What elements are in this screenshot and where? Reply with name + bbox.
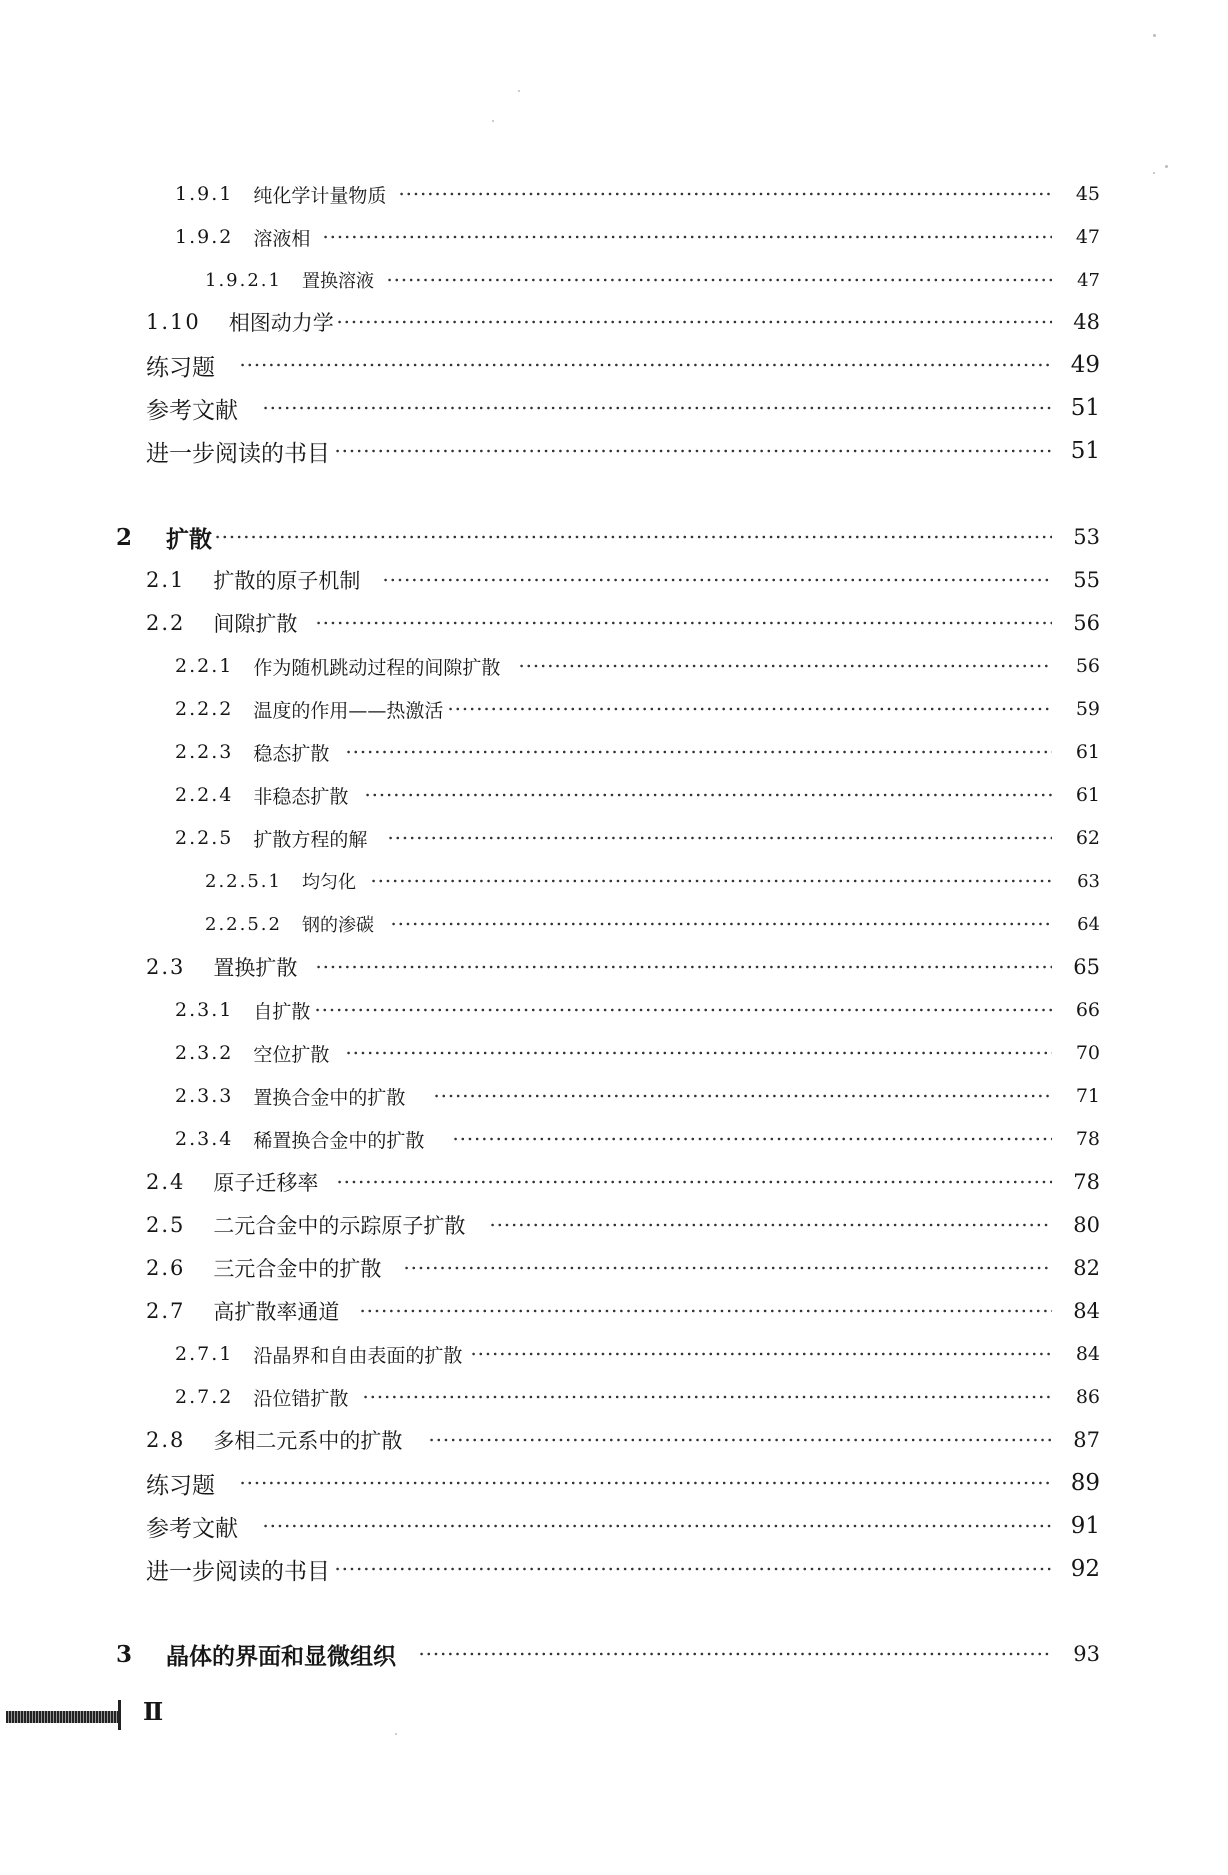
toc-entry[interactable]: [0, 1334, 1100, 1374]
toc-entry-title: 置换扩散: [213, 956, 298, 980]
toc-entry-number: 2.3.1: [175, 999, 234, 1021]
toc-entry-number: 2.3.2: [175, 1042, 234, 1064]
toc-entry-title: 参考文献: [146, 1515, 238, 1542]
toc-entry-page: 47: [1077, 269, 1100, 291]
toc-entry[interactable]: [0, 345, 1100, 385]
dot-leader: [336, 1180, 1052, 1184]
toc-entry-number: 2.2.3: [175, 741, 234, 763]
toc-entry-page: 59: [1075, 698, 1100, 720]
toc-entry-page: 45: [1075, 183, 1100, 205]
toc-entry-page: 62: [1075, 827, 1100, 849]
toc-entry[interactable]: [0, 1033, 1100, 1073]
toc-entry-page: 78: [1075, 1128, 1100, 1150]
footer-divider: [118, 1700, 121, 1730]
toc-entry-page: 51: [1070, 395, 1100, 421]
toc-chapter-entry[interactable]: [0, 517, 1100, 557]
toc-entry-number: 2.3: [146, 955, 186, 979]
toc-entry-title: 均匀化: [301, 872, 356, 893]
toc-entry-page: 47: [1075, 226, 1100, 248]
toc-entry-page: 55: [1073, 568, 1100, 592]
toc-entry-page: 84: [1073, 1299, 1100, 1323]
toc-entry-title: 作为随机跳动过程的间隙扩散: [253, 656, 501, 679]
toc-entry-number: 1.9.1: [175, 183, 234, 205]
toc-entry[interactable]: [0, 302, 1100, 342]
toc-entry-page: 78: [1073, 1170, 1100, 1194]
toc-entry[interactable]: [0, 947, 1100, 987]
dot-leader: [262, 1524, 1052, 1528]
dot-leader: [262, 406, 1052, 410]
toc-entry[interactable]: [0, 1248, 1100, 1288]
toc-entry-page: 63: [1077, 870, 1100, 892]
toc-entry-number: 2.2.5.1: [205, 870, 282, 892]
toc-entry-title: 溶液相: [253, 227, 311, 250]
toc-entry-title: 钢的渗碳: [301, 915, 374, 936]
dot-leader: [336, 320, 1052, 324]
dot-leader: [398, 192, 1052, 196]
toc-entry[interactable]: [0, 904, 1100, 944]
dot-leader: [386, 278, 1052, 282]
toc-entry-number: 2.7: [146, 1299, 186, 1323]
toc-entry[interactable]: [0, 861, 1100, 901]
toc-entry[interactable]: [0, 1205, 1100, 1245]
toc-entry-page: 84: [1075, 1343, 1100, 1365]
toc-entry-title: 参考文献: [146, 397, 238, 424]
dot-leader: [489, 1223, 1052, 1227]
toc-entry[interactable]: [0, 1420, 1100, 1460]
footer-rule: [6, 1711, 118, 1723]
dot-leader: [322, 235, 1052, 239]
toc-entry-title: 晶体的界面和显微组织: [166, 1642, 397, 1670]
toc-entry-title: 扩散: [166, 525, 213, 553]
dot-leader: [370, 879, 1052, 883]
toc-entry-number: 2: [116, 523, 133, 551]
toc-entry[interactable]: [0, 603, 1100, 643]
toc-entry-number: 2.4: [146, 1170, 186, 1194]
toc-entry[interactable]: [0, 1119, 1100, 1159]
scan-speck: [518, 90, 520, 92]
toc-chapter-entry[interactable]: [0, 1634, 1100, 1674]
dot-leader: [452, 1137, 1052, 1141]
toc-entry-page: 91: [1070, 1513, 1100, 1539]
toc-entry-number: 3: [116, 1640, 133, 1668]
toc-entry-title: 间隙扩散: [213, 612, 298, 636]
dot-leader: [433, 1094, 1052, 1098]
dot-leader: [359, 1309, 1052, 1313]
toc-entry-number: 2.7.2: [175, 1386, 234, 1408]
toc-entry-number: 2.3.4: [175, 1128, 234, 1150]
toc-entry[interactable]: [0, 1549, 1100, 1589]
toc-entry-title: 进一步阅读的书目: [146, 440, 330, 467]
toc-entry[interactable]: [0, 260, 1100, 300]
toc-entry-title: 温度的作用——热激活: [253, 699, 444, 722]
dot-leader: [239, 363, 1052, 367]
toc-entry-page: 65: [1073, 955, 1100, 979]
toc-entry-number: 2.6: [146, 1256, 186, 1280]
toc-entry-page: 92: [1070, 1556, 1100, 1582]
toc-entry-page: 82: [1073, 1256, 1100, 1280]
toc-entry-number: 2.2.2: [175, 698, 234, 720]
toc-entry-title: 三元合金中的扩散: [213, 1257, 382, 1281]
toc-entry-number: 1.9.2.1: [205, 269, 282, 291]
toc-entry-title: 多相二元系中的扩散: [213, 1429, 403, 1453]
scan-speck: [395, 1733, 397, 1735]
toc-entry-title: 练习题: [146, 354, 215, 381]
toc-entry-title: 稳态扩散: [253, 742, 330, 765]
toc-entry-page: 93: [1073, 1642, 1100, 1666]
toc-entry-number: 2.3.3: [175, 1085, 234, 1107]
toc-entry-title: 置换溶液: [301, 271, 374, 292]
toc-entry[interactable]: [0, 732, 1100, 772]
scan-speck: [1165, 165, 1168, 168]
toc-entry-page: 56: [1073, 611, 1100, 635]
dot-leader: [364, 793, 1052, 797]
toc-entry[interactable]: [0, 217, 1100, 257]
toc-entry-page: 80: [1073, 1213, 1100, 1237]
toc-entry[interactable]: [0, 775, 1100, 815]
toc-entry[interactable]: [0, 388, 1100, 428]
dot-leader: [315, 965, 1052, 969]
toc-entry-page: 56: [1075, 655, 1100, 677]
toc-entry-title: 原子迁移率: [213, 1171, 319, 1195]
toc-entry-title: 练习题: [146, 1472, 215, 1499]
page-folio: Ⅱ: [143, 1697, 164, 1726]
toc-entry-title: 相图动力学: [228, 311, 334, 335]
scan-speck: [492, 120, 494, 122]
toc-entry-page: 89: [1070, 1470, 1100, 1496]
toc-entry-page: 61: [1075, 741, 1100, 763]
dot-leader: [334, 449, 1052, 453]
dot-leader: [239, 1481, 1052, 1485]
toc-entry-page: 49: [1070, 352, 1100, 378]
toc-entry-title: 沿位错扩散: [253, 1387, 349, 1410]
toc-entry-page: 87: [1073, 1428, 1100, 1452]
dot-leader: [418, 1652, 1052, 1656]
toc-entry-number: 2.2.1: [175, 655, 234, 677]
toc-entry-page: 53: [1073, 525, 1100, 549]
dot-leader: [334, 1567, 1052, 1571]
dot-leader: [428, 1438, 1052, 1442]
dot-leader: [345, 1051, 1052, 1055]
toc-entry-page: 61: [1075, 784, 1100, 806]
toc-entry-number: 2.5: [146, 1213, 186, 1237]
toc-entry-title: 纯化学计量物质: [253, 184, 387, 207]
toc-entry-number: 1.9.2: [175, 226, 234, 248]
toc-entry-number: 2.7.1: [175, 1343, 234, 1365]
toc-entry-number: 1.10: [146, 310, 201, 334]
toc-entry[interactable]: [0, 1506, 1100, 1546]
dot-leader: [382, 578, 1052, 582]
toc-entry-number: 2.8: [146, 1428, 186, 1452]
toc-entry-page: 66: [1075, 999, 1100, 1021]
toc-entry-page: 86: [1075, 1386, 1100, 1408]
toc-entry-number: 2.2: [146, 611, 186, 635]
toc-entry-title: 扩散方程的解: [253, 828, 368, 851]
toc-entry[interactable]: [0, 1076, 1100, 1116]
toc-entry[interactable]: [0, 174, 1100, 214]
dot-leader: [314, 1008, 1052, 1012]
dot-leader: [403, 1266, 1052, 1270]
toc-entry-title: 沿晶界和自由表面的扩散: [253, 1344, 463, 1367]
toc-entry[interactable]: [0, 1291, 1100, 1331]
toc-entry-title: 进一步阅读的书目: [146, 1558, 330, 1585]
toc-entry-page: 48: [1073, 310, 1100, 334]
toc-entry[interactable]: [0, 560, 1100, 600]
dot-leader: [387, 836, 1052, 840]
dot-leader: [518, 664, 1052, 668]
dot-leader: [315, 621, 1052, 625]
dot-leader: [214, 535, 1052, 539]
toc-entry[interactable]: [0, 990, 1100, 1030]
toc-entry[interactable]: [0, 689, 1100, 729]
toc-entry[interactable]: [0, 1463, 1100, 1503]
toc-entry[interactable]: [0, 431, 1100, 471]
dot-leader: [390, 922, 1052, 926]
scan-speck: [1153, 172, 1155, 174]
toc-entry[interactable]: [0, 1377, 1100, 1417]
toc-entry[interactable]: [0, 646, 1100, 686]
toc-entry-title: 二元合金中的示踪原子扩散: [213, 1214, 466, 1238]
toc-entry[interactable]: [0, 818, 1100, 858]
toc-entry-title: 扩散的原子机制: [213, 569, 361, 593]
dot-leader: [470, 1352, 1052, 1356]
toc-entry-page: 71: [1075, 1085, 1100, 1107]
toc-entry-number: 2.2.4: [175, 784, 234, 806]
toc-entry-title: 高扩散率通道: [213, 1300, 340, 1324]
scan-speck: [1153, 34, 1156, 37]
dot-leader: [447, 707, 1052, 711]
toc-entry-page: 70: [1075, 1042, 1100, 1064]
toc-entry-number: 2.1: [146, 568, 186, 592]
toc-entry-page: 64: [1077, 913, 1100, 935]
toc-entry-title: 非稳态扩散: [253, 785, 349, 808]
toc-entry-number: 2.2.5.2: [205, 913, 282, 935]
toc-entry[interactable]: [0, 1162, 1100, 1202]
toc-entry-title: 稀置换合金中的扩散: [253, 1129, 425, 1152]
toc-entry-title: 自扩散: [253, 1000, 311, 1023]
dot-leader: [345, 750, 1052, 754]
toc-entry-title: 空位扩散: [253, 1043, 330, 1066]
dot-leader: [362, 1395, 1052, 1399]
toc-entry-title: 置换合金中的扩散: [253, 1086, 406, 1109]
toc-entry-page: 51: [1070, 438, 1100, 464]
toc-entry-number: 2.2.5: [175, 827, 234, 849]
